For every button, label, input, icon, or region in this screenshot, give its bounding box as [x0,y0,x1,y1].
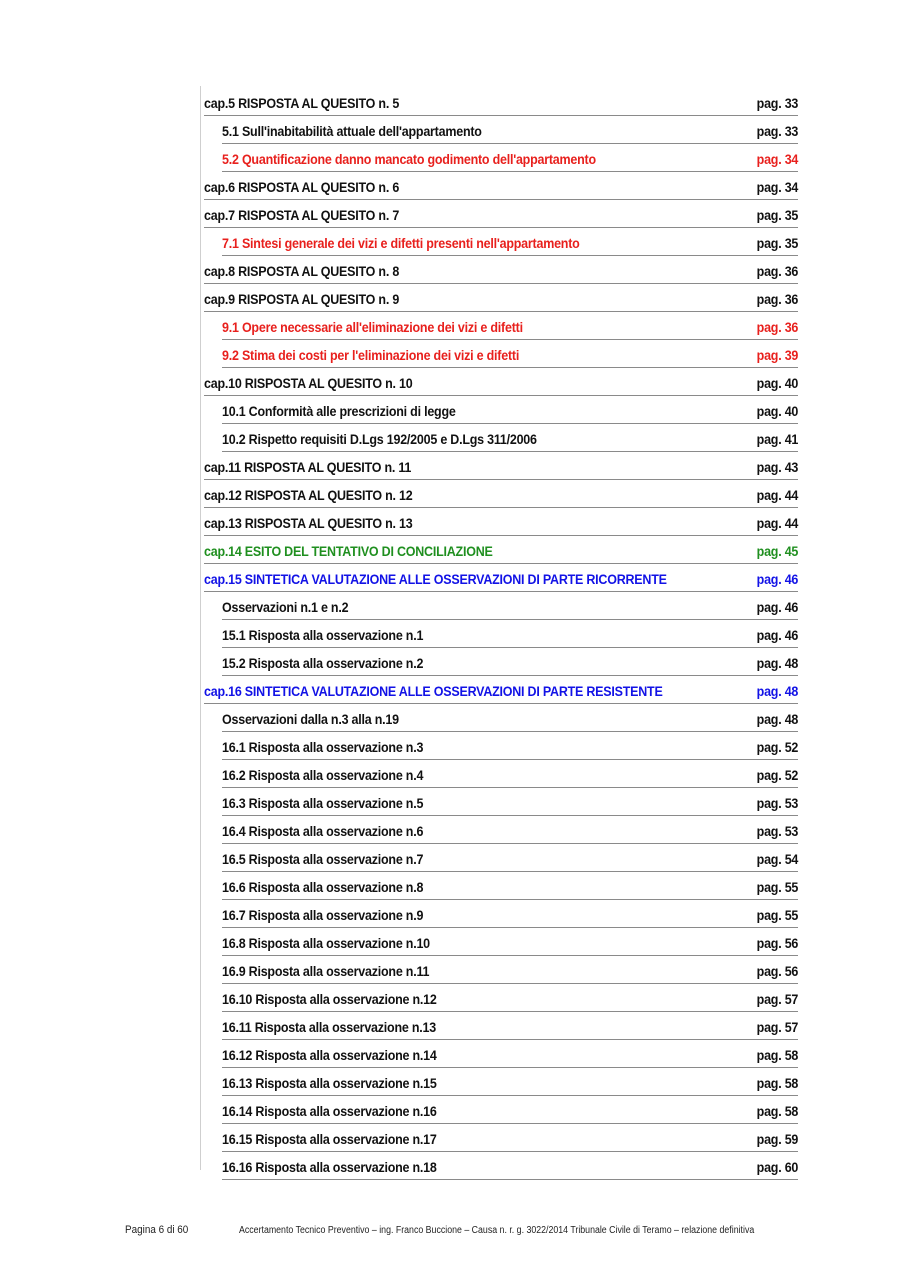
toc-entry-page: pag. 36 [756,292,798,308]
toc-chapter-row[interactable] [204,368,798,396]
toc-chapter-row[interactable] [204,480,798,508]
toc-entry-page: pag. 46 [756,600,798,616]
toc-entry-page: pag. 36 [756,320,798,336]
toc-entry-page: pag. 44 [756,488,798,504]
toc-entry-page: pag. 44 [756,516,798,532]
toc-entry-title: 16.15 Risposta alla osservazione n.17 [222,1132,437,1148]
toc-entry-title: 16.6 Risposta alla osservazione n.8 [222,880,424,896]
toc-entry-title: cap.15 SINTETICA VALUTAZIONE ALLE OSSERVAZIONI DI PARTE RICORRENTE [204,572,667,588]
toc-section-row[interactable] [222,592,798,620]
toc-entry-title: Osservazioni dalla n.3 alla n.19 [222,712,399,728]
toc-section-row[interactable] [222,228,798,256]
toc-entry-page: pag. 36 [756,264,798,280]
toc-entry-title: 16.13 Risposta alla osservazione n.15 [222,1076,437,1092]
toc-entry-title: cap.9 RISPOSTA AL QUESITO n. 9 [204,292,400,308]
toc-section-row[interactable] [222,1012,798,1040]
toc-entry-title: 9.1 Opere necessarie all'eliminazione dei vizi e difetti [222,320,523,336]
toc-section-row[interactable] [222,732,798,760]
toc-section-row[interactable] [222,816,798,844]
toc-section-row[interactable] [222,648,798,676]
toc-entry-page: pag. 40 [756,376,798,392]
toc-entry-title: 15.2 Risposta alla osservazione n.2 [222,656,424,672]
toc-entry-page: pag. 48 [756,684,798,700]
toc-entry-page: pag. 34 [756,152,798,168]
toc-entry-page: pag. 35 [756,236,798,252]
toc-entry-page: pag. 39 [756,348,798,364]
toc-entry-page: pag. 43 [756,460,798,476]
toc-section-row[interactable] [222,312,798,340]
toc-entry-page: pag. 33 [756,96,798,112]
toc-section-row[interactable] [222,956,798,984]
toc-section-row[interactable] [222,1040,798,1068]
toc-section-row[interactable] [222,872,798,900]
toc-entry-title: 16.2 Risposta alla osservazione n.4 [222,768,424,784]
toc-section-row[interactable] [222,928,798,956]
toc-entry-title: cap.7 RISPOSTA AL QUESITO n. 7 [204,208,400,224]
toc-entry-title: cap.16 SINTETICA VALUTAZIONE ALLE OSSERVAZIONI DI PARTE RESISTENTE [204,684,663,700]
toc-entry-title: 9.2 Stima dei costi per l'eliminazione dei vizi e difetti [222,348,520,364]
toc-entry-page: pag. 58 [756,1104,798,1120]
toc-section-row[interactable] [222,844,798,872]
toc-section-row[interactable] [222,704,798,732]
toc-entry-title: cap.10 RISPOSTA AL QUESITO n. 10 [204,376,413,392]
toc-entry-title: 10.2 Rispetto requisiti D.Lgs 192/2005 e D.Lgs 311/2006 [222,432,537,448]
toc-section-row[interactable] [222,620,798,648]
toc-entry-title: cap.12 RISPOSTA AL QUESITO n. 12 [204,488,413,504]
toc-chapter-row[interactable] [204,564,798,592]
toc-entry-page: pag. 58 [756,1048,798,1064]
toc-entry-page: pag. 52 [756,768,798,784]
toc-entry-page: pag. 55 [756,880,798,896]
toc-entry-page: pag. 58 [756,1076,798,1092]
toc-section-row[interactable] [222,1068,798,1096]
table-of-contents [204,88,798,1180]
footer-page-number: Pagina 6 di 60 [125,1224,189,1236]
toc-entry-title: 16.12 Risposta alla osservazione n.14 [222,1048,437,1064]
toc-entry-page: pag. 57 [756,992,798,1008]
toc-entry-page: pag. 46 [756,572,798,588]
toc-entry-title: 16.11 Risposta alla osservazione n.13 [222,1020,436,1036]
footer-document-info: Accertamento Tecnico Preventivo – ing. Franco Buccione – Causa n. r. g. 3022/2014 Tribunale Civile di Teramo – relazione definitiva [239,1225,755,1236]
toc-entry-title: 5.1 Sull'inabitabilità attuale dell'appartamento [222,124,482,140]
toc-entry-title: 16.8 Risposta alla osservazione n.10 [222,936,430,952]
toc-chapter-row[interactable] [204,200,798,228]
toc-entry-title: 16.9 Risposta alla osservazione n.11 [222,964,430,980]
toc-entry-title: 16.7 Risposta alla osservazione n.9 [222,908,424,924]
toc-section-row[interactable] [222,1096,798,1124]
toc-section-row[interactable] [222,900,798,928]
toc-entry-title: 16.5 Risposta alla osservazione n.7 [222,852,424,868]
toc-section-row[interactable] [222,144,798,172]
toc-chapter-row[interactable] [204,88,798,116]
toc-entry-title: 16.3 Risposta alla osservazione n.5 [222,796,424,812]
toc-entry-page: pag. 56 [756,936,798,952]
toc-entry-title: cap.11 RISPOSTA AL QUESITO n. 11 [204,460,412,476]
toc-section-row[interactable] [222,1124,798,1152]
toc-section-row[interactable] [222,396,798,424]
toc-entry-page: pag. 54 [756,852,798,868]
toc-entry-page: pag. 34 [756,180,798,196]
toc-section-row[interactable] [222,340,798,368]
toc-entry-title: 7.1 Sintesi generale dei vizi e difetti presenti nell'appartamento [222,236,580,252]
toc-section-row[interactable] [222,788,798,816]
toc-chapter-row[interactable] [204,172,798,200]
toc-entry-page: pag. 60 [756,1160,798,1176]
left-margin-rule [200,86,201,1170]
toc-entry-title: 10.1 Conformità alle prescrizioni di legge [222,404,456,420]
toc-entry-page: pag. 52 [756,740,798,756]
toc-section-row[interactable] [222,760,798,788]
toc-entry-page: pag. 59 [756,1132,798,1148]
toc-chapter-row[interactable] [204,284,798,312]
toc-entry-page: pag. 55 [756,908,798,924]
toc-entry-title: cap.13 RISPOSTA AL QUESITO n. 13 [204,516,413,532]
toc-entry-title: 15.1 Risposta alla osservazione n.1 [222,628,424,644]
toc-section-row[interactable] [222,984,798,1012]
toc-entry-page: pag. 33 [756,124,798,140]
toc-entry-title: 16.4 Risposta alla osservazione n.6 [222,824,424,840]
toc-entry-page: pag. 53 [756,824,798,840]
toc-entry-title: 16.10 Risposta alla osservazione n.12 [222,992,437,1008]
toc-entry-page: pag. 57 [756,1020,798,1036]
toc-section-row[interactable] [222,424,798,452]
toc-entry-title: 16.14 Risposta alla osservazione n.16 [222,1104,437,1120]
toc-section-row[interactable] [222,116,798,144]
toc-entry-page: pag. 53 [756,796,798,812]
toc-entry-title: cap.6 RISPOSTA AL QUESITO n. 6 [204,180,400,196]
toc-entry-page: pag. 48 [756,712,798,728]
toc-chapter-row[interactable] [204,536,798,564]
toc-entry-title: 5.2 Quantificazione danno mancato godimento dell'appartamento [222,152,596,168]
toc-entry-page: pag. 48 [756,656,798,672]
toc-entry-title: cap.5 RISPOSTA AL QUESITO n. 5 [204,96,400,112]
toc-entry-title: Osservazioni n.1 e n.2 [222,600,349,616]
toc-entry-page: pag. 46 [756,628,798,644]
toc-chapter-row[interactable] [204,452,798,480]
toc-chapter-row[interactable] [204,256,798,284]
toc-entry-page: pag. 56 [756,964,798,980]
toc-entry-page: pag. 41 [756,432,798,448]
toc-entry-title: cap.14 ESITO DEL TENTATIVO DI CONCILIAZIONE [204,544,493,560]
toc-section-row[interactable] [222,1152,798,1180]
toc-entry-page: pag. 35 [756,208,798,224]
toc-entry-title: 16.16 Risposta alla osservazione n.18 [222,1160,437,1176]
toc-chapter-row[interactable] [204,508,798,536]
toc-chapter-row[interactable] [204,676,798,704]
page-footer [0,1224,904,1240]
toc-entry-page: pag. 45 [756,544,798,560]
toc-entry-title: cap.8 RISPOSTA AL QUESITO n. 8 [204,264,400,280]
toc-entry-page: pag. 40 [756,404,798,420]
toc-entry-title: 16.1 Risposta alla osservazione n.3 [222,740,424,756]
